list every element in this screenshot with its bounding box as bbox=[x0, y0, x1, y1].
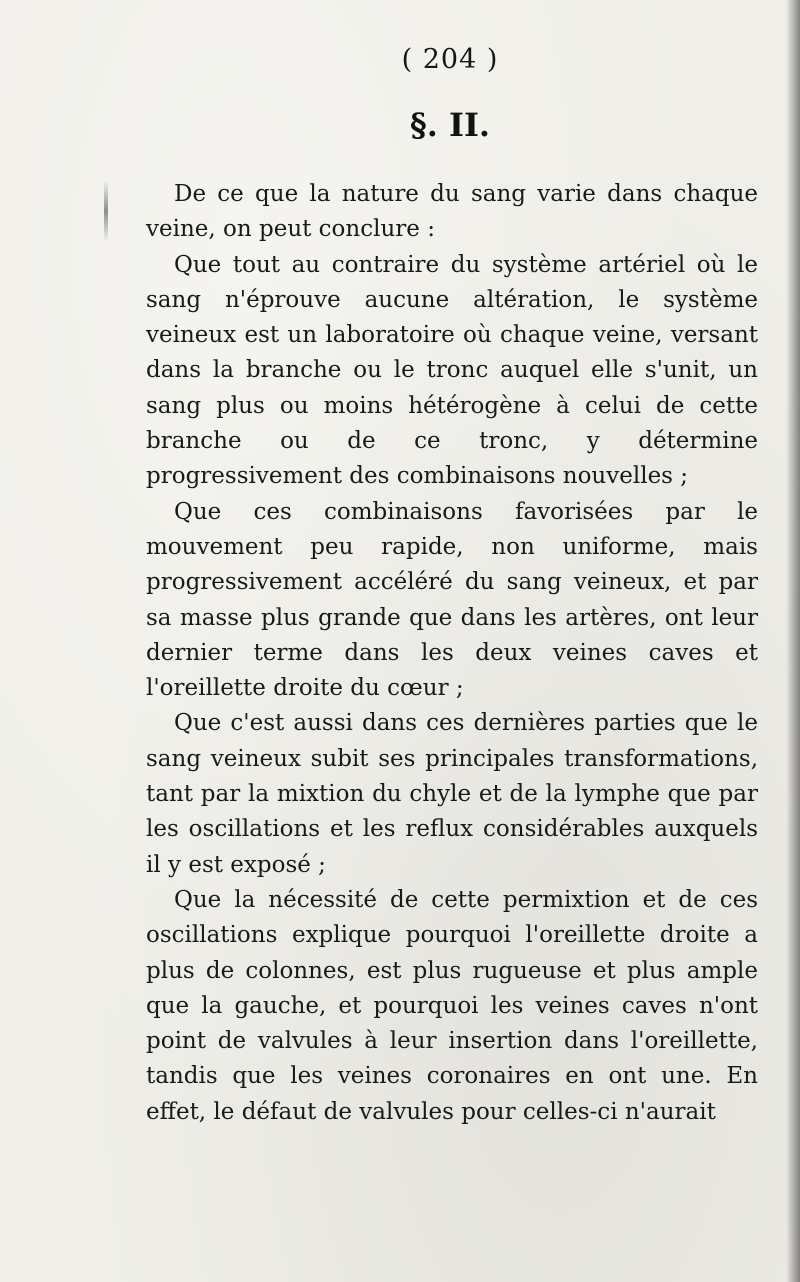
page-number: ( 204 ) bbox=[401, 44, 499, 75]
paragraph-2: Que tout au contraire du système artériel où le sang n'éprouve aucune altération, le système veineux est un laboratoire où chaque veine, versant dans la branche ou le tronc auquel elle s'unit, un sang plus ou moins hétérogène à celui de cette branche ou de ce tronc, y détermine progressivement des combinaisons nouvelles ; bbox=[146, 251, 758, 490]
page-edge-shadow bbox=[786, 0, 800, 1282]
paragraph-3: Que ces combinaisons favorisées par le mouvement peu rapide, non uniforme, mais progressivement accéléré du sang veineux, et par sa masse plus grande que dans les artères, ont leur dernier terme dans les deux veines caves et l'oreillette droite du cœur ; bbox=[146, 498, 758, 702]
paragraph-4: Que c'est aussi dans ces dernières parties que le sang veineux subit ses principales transformations, tant par la mixtion du chyle et de la lymphe que par les oscillations et les reflux considérables auxquels il y est exposé ; bbox=[146, 710, 758, 878]
section-title: §. II. bbox=[409, 106, 491, 144]
margin-mark bbox=[104, 180, 108, 242]
paragraph-5: Que la nécessité de cette permixtion et de ces oscillations explique pourquoi l'oreillette droite a plus de colonnes, est plus rugueuse et plus ample que la gauche, et pourquoi les veines caves n'ont point de valvules à leur insertion dans l'oreillette, tandis que les veines coronaires en ont une. En effet, le défaut de valvules pour celles-ci n'aurait bbox=[146, 886, 758, 1125]
body-text bbox=[146, 177, 758, 1130]
paragraph-1: De ce que la nature du sang varie dans chaque veine, on peut conclure : bbox=[146, 181, 758, 243]
